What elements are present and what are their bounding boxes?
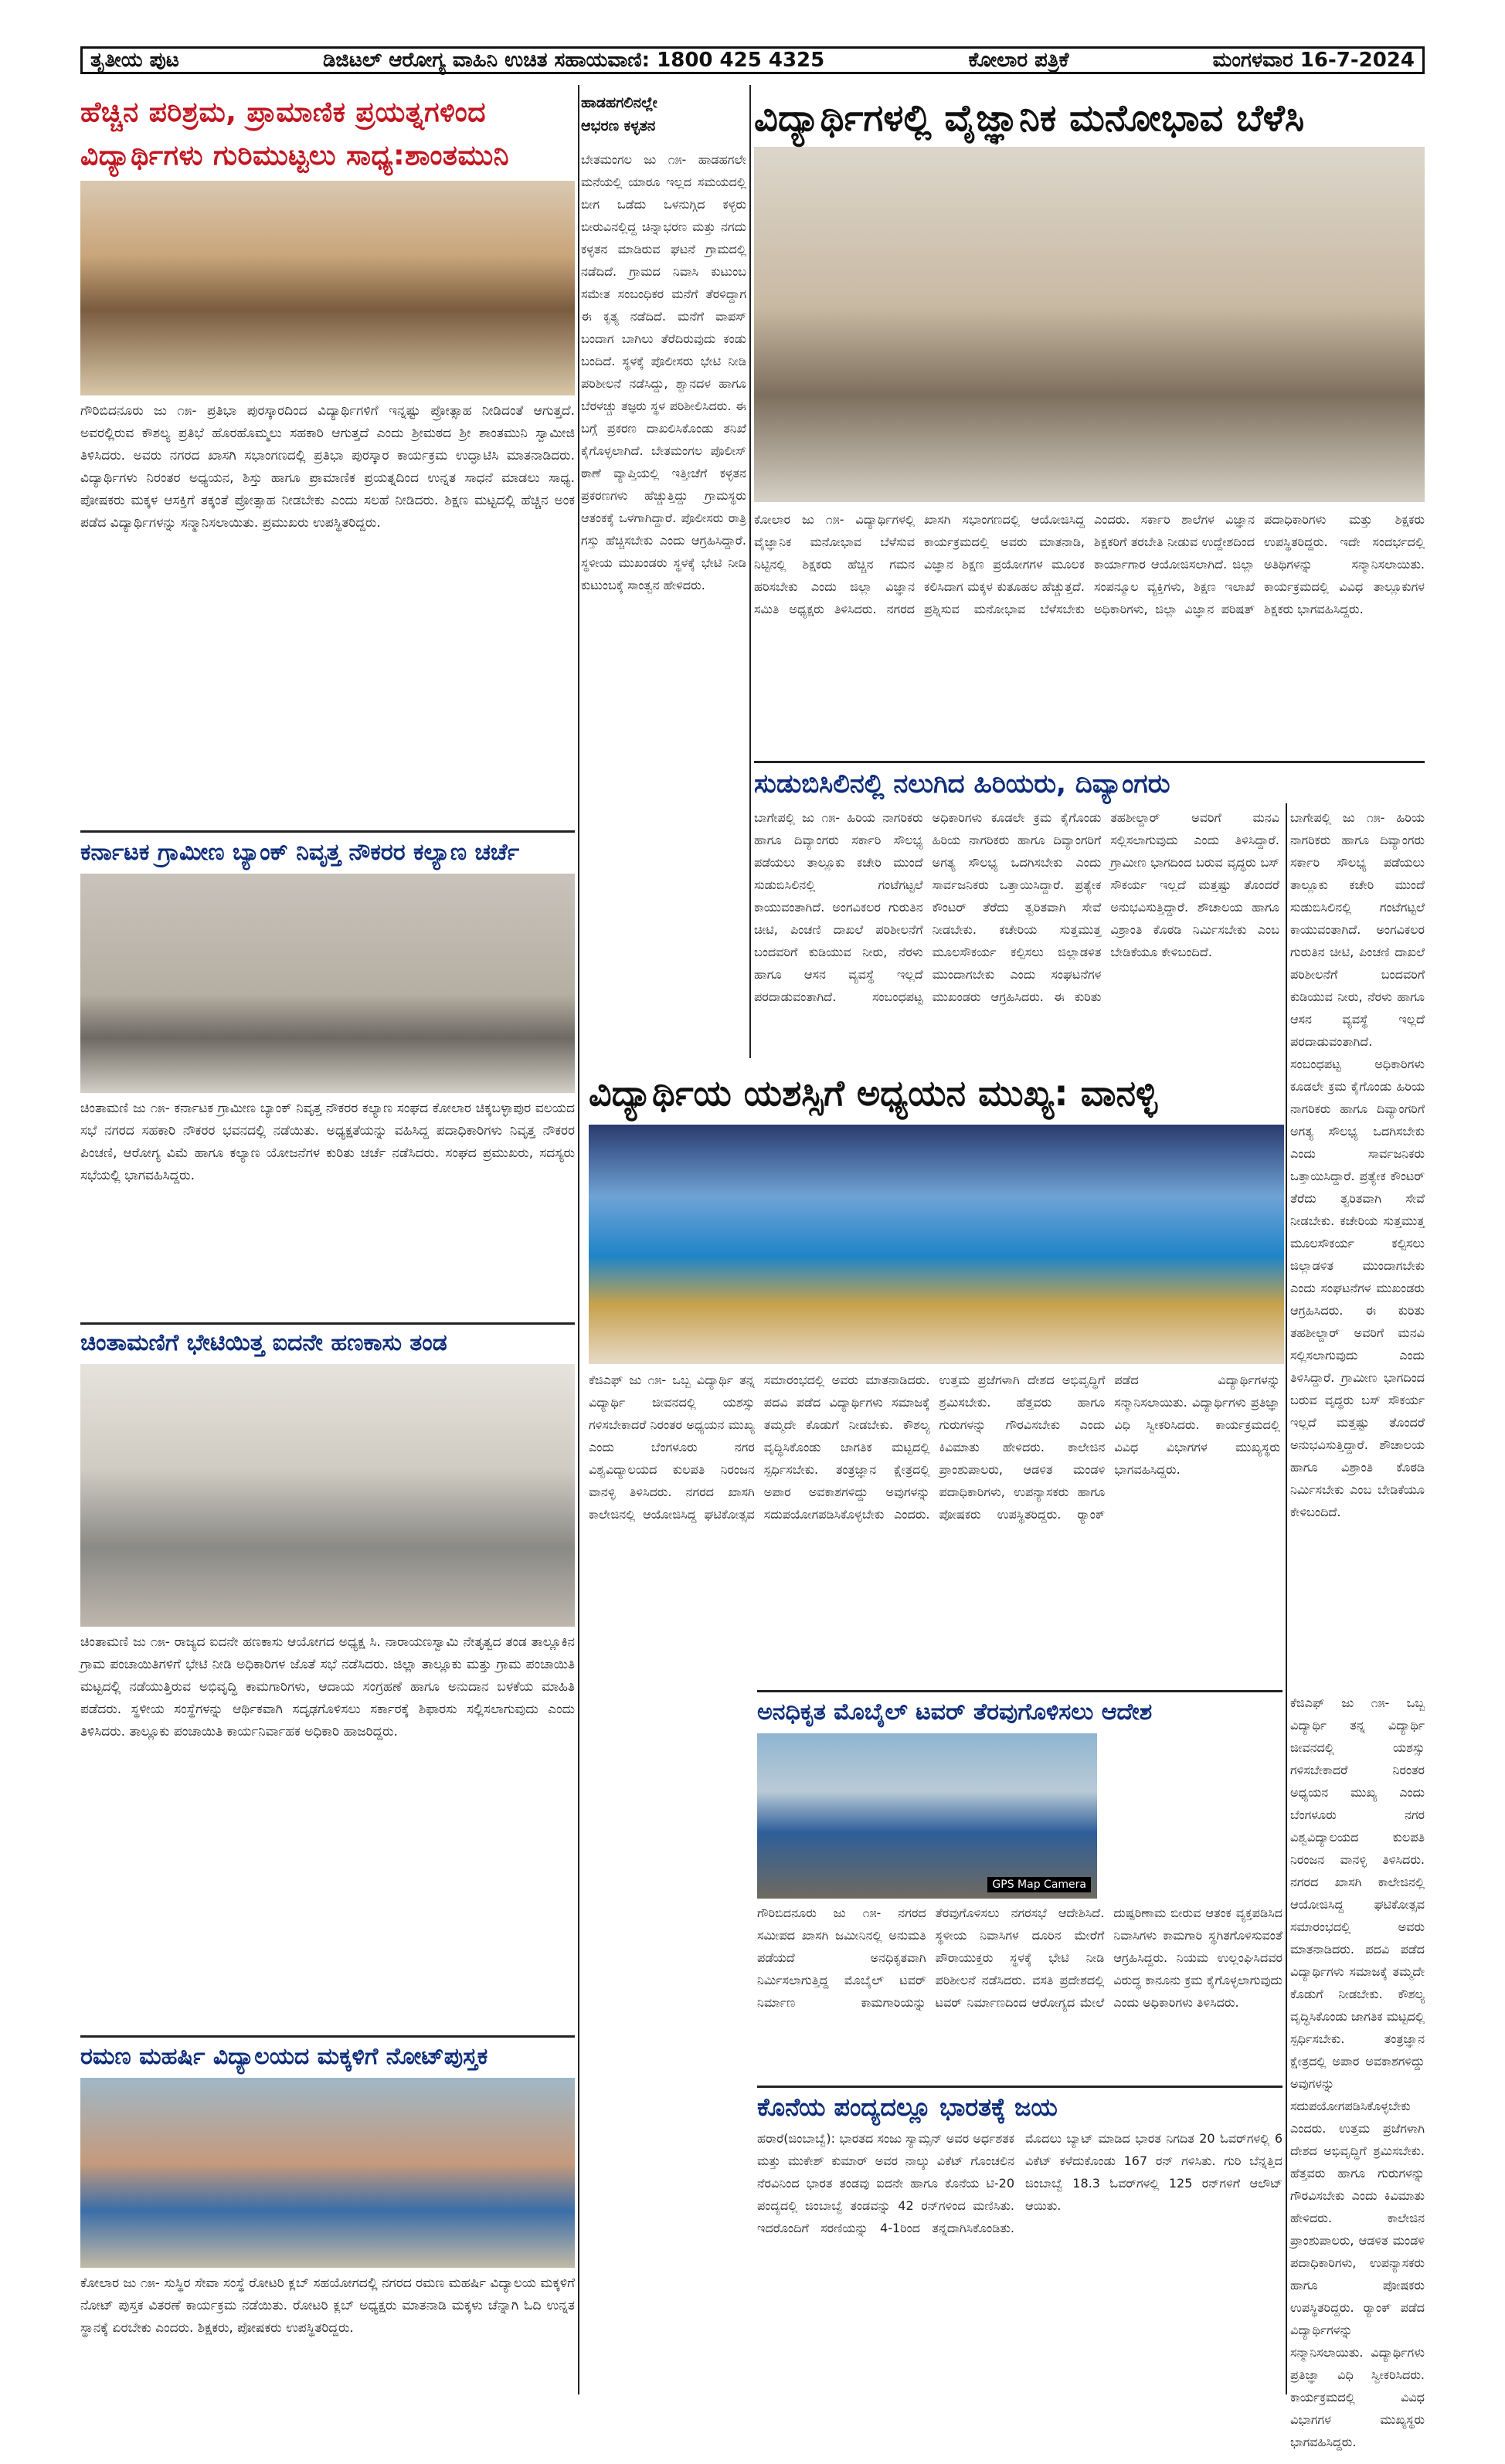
- divider: [757, 2086, 1282, 2088]
- story-body: ಹರಾರೆ(ಜಿಂಬಾಬ್ವೆ): ಭಾರತದ ಸಂಜು ಸ್ಯಾಮ್ಸನ್ ಅವರ ಅರ್ಧಶತಕ ಮತ್ತು ಮುಕೇಶ್ ಕುಮಾರ್ ಅವರ ನಾಲ್ಕು ವಿಕೆಟ್ ಗೊಂಚಲಿನ ನೆರವಿನಿಂದ ಭಾರತ ತಂಡವು ಐದನೇ ಹಾಗೂ ಕೊನೆಯ ಟಿ-20 ಪಂದ್ಯದಲ್ಲಿ ಜಿಂಬಾಬ್ವೆ ತಂಡವನ್ನು 42 ರನ್‌ಗಳಿಂದ ಮಣಿಸಿತು. ಇದರೊಂದಿಗೆ ಸರಣಿಯನ್ನು 4-1ರಿಂದ ತನ್ನದಾಗಿಸಿಕೊಂಡಿತು. ಮೊದಲು ಬ್ಯಾಟ್ ಮಾಡಿದ ಭಾರತ ನಿಗದಿತ 20 ಓವರ್‌ಗಳಲ್ಲಿ 6 ವಿಕೆಟ್ ಕಳೆದುಕೊಂಡು 167 ರನ್ ಗಳಿಸಿತು. ಗುರಿ ಬೆನ್ನತ್ತಿದ ಜಿಂಬಾಬ್ವೆ 18.3 ಓವರ್‌ಗಳಲ್ಲಿ 125 ರನ್‌ಗಳಿಗೆ ಆಲೌಟ್ ಆಯಿತು.: [757, 2131, 1282, 2235]
- divider: [80, 1322, 575, 1325]
- photo-inspection: [80, 1364, 575, 1627]
- story-elderly: [754, 765, 1425, 803]
- helpline-text: ಡಿಜಿಟಲ್ ಆರೋಗ್ಯ ವಾಹಿನಿ ಉಚಿತ ಸಹಾಯವಾಣಿ: 1800 425 4325: [323, 48, 825, 72]
- photo-convocation: [589, 1125, 1284, 1364]
- story-graduation: [589, 1066, 1284, 1364]
- story-headline: ರಮಣ ಮಹರ್ಷಿ ವಿದ್ಯಾಲಯದ ಮಕ್ಕಳಿಗೆ ನೋಟ್‌ಪುಸ್ತಕ: [80, 2043, 488, 2070]
- story-body: ಕೋಲಾರ ಜು ೧೫- ವಿದ್ಯಾರ್ಥಿಗಳಲ್ಲಿ ವೈಜ್ಞಾನಿಕ ಮನೋಭಾವ ಬೆಳೆಸುವ ನಿಟ್ಟಿನಲ್ಲಿ ಶಿಕ್ಷಕರು ಹೆಚ್ಚಿನ ಗಮನ ಹರಿಸಬೇಕು ಎಂದು ಜಿಲ್ಲಾ ವಿಜ್ಞಾನ ಸಮಿತಿ ಅಧ್ಯಕ್ಷರು ತಿಳಿಸಿದರು. ನಗರದ ಖಾಸಗಿ ಸಭಾಂಗಣದಲ್ಲಿ ಆಯೋಜಿಸಿದ್ದ ಕಾರ್ಯಕ್ರಮದಲ್ಲಿ ಅವರು ಮಾತನಾಡಿ, ವಿಜ್ಞಾನ ಶಿಕ್ಷಣ ಪ್ರಯೋಗಗಳ ಮೂಲಕ ಕಲಿಸಿದಾಗ ಮಕ್ಕಳ ಕುತೂಹಲ ಹೆಚ್ಚುತ್ತದೆ. ಪ್ರಶ್ನಿಸುವ ಮನೋಭಾವ ಬೆಳೆಸಬೇಕು ಎಂದರು. ಸರ್ಕಾರಿ ಶಾಲೆಗಳ ವಿಜ್ಞಾನ ಶಿಕ್ಷಕರಿಗೆ ತರಬೇತಿ ನೀಡುವ ಉದ್ದೇಶದಿಂದ ಕಾರ್ಯಾಗಾರ ಆಯೋಜಿಸಲಾಗಿದೆ. ಜಿಲ್ಲಾ ಸಂಪನ್ಮೂಲ ವ್ಯಕ್ತಿಗಳು, ಶಿಕ್ಷಣ ಇಲಾಖೆ ಅಧಿಕಾರಿಗಳು, ಜಿಲ್ಲಾ ವಿಜ್ಞಾನ ಪರಿಷತ್ ಪದಾಧಿಕಾರಿಗಳು ಮತ್ತು ಶಿಕ್ಷಕರು ಉಪಸ್ಥಿತರಿದ್ದರು. ಇದೇ ಸಂದರ್ಭದಲ್ಲಿ ಅತಿಥಿಗಳನ್ನು ಸನ್ಮಾನಿಸಲಾಯಿತು. ಕಾರ್ಯಕ್ರಮದಲ್ಲಿ ವಿವಿಧ ತಾಲ್ಲೂಕುಗಳ ಶಿಕ್ಷಕರು ಭಾಗವಹಿಸಿದ್ದರು.: [754, 512, 1425, 616]
- story-headline: ಚಿಂತಾಮಣಿಗೆ ಭೇಟಿಯಿತ್ತ ಐದನೇ ಹಣಕಾಸು ತಂಡ: [80, 1329, 447, 1356]
- photo-felicitation: [754, 147, 1425, 502]
- story-theft: [581, 91, 746, 1075]
- photo-tower-site: [757, 1733, 1097, 1899]
- story-body: ಚಿಂತಾಮಣಿ ಜು ೧೫- ಕರ್ನಾಟಕ ಗ್ರಾಮೀಣ ಬ್ಯಾಂಕ್ ನಿವೃತ್ತ ನೌಕರರ ಕಲ್ಯಾಣ ಸಂಘದ ಕೋಲಾರ ಚಿಕ್ಕಬಳ್ಳಾಪುರ ವಲಯದ ಸಭೆ ನಗರದ ಸಹಕಾರಿ ನೌಕರರ ಭವನದಲ್ಲಿ ನಡೆಯಿತು. ಅಧ್ಯಕ್ಷತೆಯನ್ನು ವಹಿಸಿದ್ದ ಪದಾಧಿಕಾರಿಗಳು ನಿವೃತ್ತ ನೌಕರರ ಪಿಂಚಣಿ, ಆರೋಗ್ಯ ವಿಮೆ ಹಾಗೂ ಕಲ್ಯಾಣ ಯೋಜನೆಗಳ ಕುರಿತು ಚರ್ಚೆ ನಡೆಸಿದರು. ಸಂಘದ ಪ್ರಮುಖರು, ಸದಸ್ಯರು ಸಭೆಯಲ್ಲಿ ಭಾಗವಹಿಸಿದ್ದರು.: [80, 1101, 575, 1183]
- story-mobile-tower: [757, 1696, 1282, 1899]
- story-headline: ವಿದ್ಯಾರ್ಥಿಯ ಯಶಸ್ಸಿಗೆ ಅಧ್ಯಯನ ಮುಖ್ಯ: ವಾನಳ್ಳಿ: [589, 1072, 1158, 1114]
- divider: [80, 2035, 575, 2038]
- story-body: ಕೆಜಿಎಫ್ ಜು ೧೫- ಒಬ್ಬ ವಿದ್ಯಾರ್ಥಿ ತನ್ನ ವಿದ್ಯಾರ್ಥಿ ಜೀವನದಲ್ಲಿ ಯಶಸ್ಸು ಗಳಿಸಬೇಕಾದರೆ ನಿರಂತರ ಅಧ್ಯಯನ ಮುಖ್ಯ ಎಂದು ಬೆಂಗಳೂರು ನಗರ ವಿಶ್ವವಿದ್ಯಾಲಯದ ಕುಲಪತಿ ನಿರಂಜನ ವಾನಳ್ಳಿ ತಿಳಿಸಿದರು. ನಗರದ ಖಾಸಗಿ ಕಾಲೇಜಿನಲ್ಲಿ ಆಯೋಜಿಸಿದ್ದ ಘಟಿಕೋತ್ಸವ ಸಮಾರಂಭದಲ್ಲಿ ಅವರು ಮಾತನಾಡಿದರು. ಪದವಿ ಪಡೆದ ವಿದ್ಯಾರ್ಥಿಗಳು ಸಮಾಜಕ್ಕೆ ತಮ್ಮದೇ ಕೊಡುಗೆ ನೀಡಬೇಕು. ಕೌಶಲ್ಯ ವೃದ್ಧಿಸಿಕೊಂಡು ಜಾಗತಿಕ ಮಟ್ಟದಲ್ಲಿ ಸ್ಪರ್ಧಿಸಬೇಕು. ತಂತ್ರಜ್ಞಾನ ಕ್ಷೇತ್ರದಲ್ಲಿ ಅಪಾರ ಅವಕಾಶಗಳಿದ್ದು ಅವುಗಳನ್ನು ಸದುಪಯೋಗಪಡಿಸಿಕೊಳ್ಳಬೇಕು ಎಂದರು. ಉತ್ತಮ ಪ್ರಜೆಗಳಾಗಿ ದೇಶದ ಅಭಿವೃದ್ಧಿಗೆ ಶ್ರಮಿಸಬೇಕು. ಹೆತ್ತವರು ಹಾಗೂ ಗುರುಗಳನ್ನು ಗೌರವಿಸಬೇಕು ಎಂದು ಕಿವಿಮಾತು ಹೇಳಿದರು. ಕಾಲೇಜಿನ ಪ್ರಾಂಶುಪಾಲರು, ಆಡಳಿತ ಮಂಡಳಿ ಪದಾಧಿಕಾರಿಗಳು, ಉಪನ್ಯಾಸಕರು ಹಾಗೂ ಪೋಷಕರು ಉಪಸ್ಥಿತರಿದ್ದರು. ರ್‍ಯಾಂಕ್ ಪಡೆದ ವಿದ್ಯಾರ್ಥಿಗಳನ್ನು ಸನ್ಮಾನಿಸಲಾಯಿತು. ವಿದ್ಯಾರ್ಥಿಗಳು ಪ್ರತಿಜ್ಞಾ ವಿಧಿ ಸ್ವೀಕರಿಸಿದರು. ಕಾರ್ಯಕ್ರಮದಲ್ಲಿ ವಿವಿಧ ವಿಭಾಗಗಳ ಮುಖ್ಯಸ್ಥರು ಭಾಗವಹಿಸಿದ್ದರು.: [589, 1373, 1280, 1522]
- story-body: ಬೇತಮಂಗಲ ಜು ೧೫- ಹಾಡಹಗಲೇ ಮನೆಯಲ್ಲಿ ಯಾರೂ ಇಲ್ಲದ ಸಮಯದಲ್ಲಿ ಬೀಗ ಒಡೆದು ಒಳನುಗ್ಗಿದ ಕಳ್ಳರು ಬೀರುವಿನಲ್ಲಿದ್ದ ಚಿನ್ನಾಭರಣ ಮತ್ತು ನಗದು ಕಳ್ಳತನ ಮಾಡಿರುವ ಘಟನೆ ಗ್ರಾಮದಲ್ಲಿ ನಡೆದಿದೆ. ಗ್ರಾಮದ ನಿವಾಸಿ ಕುಟುಂಬ ಸಮೇತ ಸಂಬಂಧಿಕರ ಮನೆಗೆ ತೆರಳಿದ್ದಾಗ ಈ ಕೃತ್ಯ ನಡೆದಿದೆ. ಮನೆಗೆ ವಾಪಸ್ ಬಂದಾಗ ಬಾಗಿಲು ತೆರೆದಿರುವುದು ಕಂಡು ಬಂದಿದೆ. ಸ್ಥಳಕ್ಕೆ ಪೊಲೀಸರು ಭೇಟಿ ನೀಡಿ ಪರಿಶೀಲನೆ ನಡೆಸಿದ್ದು, ಶ್ವಾನದಳ ಹಾಗೂ ಬೆರಳಚ್ಚು ತಜ್ಞರು ಸ್ಥಳ ಪರಿಶೀಲಿಸಿದರು. ಈ ಬಗ್ಗೆ ಪ್ರಕರಣ ದಾಖಲಿಸಿಕೊಂಡು ತನಿಖೆ ಕೈಗೊಳ್ಳಲಾಗಿದೆ. ಬೇತಮಂಗಲ ಪೊಲೀಸ್ ಠಾಣೆ ವ್ಯಾಪ್ತಿಯಲ್ಲಿ ಇತ್ತೀಚೆಗೆ ಕಳ್ಳತನ ಪ್ರಕರಣಗಳು ಹೆಚ್ಚುತ್ತಿದ್ದು ಗ್ರಾಮಸ್ಥರು ಆತಂಕಕ್ಕೆ ಒಳಗಾಗಿದ್ದಾರೆ. ಪೊಲೀಸರು ರಾತ್ರಿ ಗಸ್ತು ಹೆಚ್ಚಿಸಬೇಕು ಎಂದು ಆಗ್ರಹಿಸಿದ್ದಾರೆ. ಸ್ಥಳೀಯ ಮುಖಂಡರು ಸ್ಥಳಕ್ಕೆ ಭೇಟಿ ನೀಡಿ ಕುಟುಂಬಕ್ಕೆ ಸಾಂತ್ವನ ಹೇಳಿದರು.: [581, 152, 746, 592]
- story-headline: ಹೆಚ್ಚಿನ ಪರಿಶ್ರಮ, ಪ್ರಾಮಾಣಿಕ ಪ್ರಯತ್ನಗಳಿಂದ: [80, 97, 486, 128]
- story-body-continued: ಕೆಜಿಎಫ್ ಜು ೧೫- ಒಬ್ಬ ವಿದ್ಯಾರ್ಥಿ ತನ್ನ ವಿದ್ಯಾರ್ಥಿ ಜೀವನದಲ್ಲಿ ಯಶಸ್ಸು ಗಳಿಸಬೇಕಾದರೆ ನಿರಂತರ ಅಧ್ಯಯನ ಮುಖ್ಯ ಎಂದು ಬೆಂಗಳೂರು ನಗರ ವಿಶ್ವವಿದ್ಯಾಲಯದ ಕುಲಪತಿ ನಿರಂಜನ ವಾನಳ್ಳಿ ತಿಳಿಸಿದರು. ನಗರದ ಖಾಸಗಿ ಕಾಲೇಜಿನಲ್ಲಿ ಆಯೋಜಿಸಿದ್ದ ಘಟಿಕೋತ್ಸವ ಸಮಾರಂಭದಲ್ಲಿ ಅವರು ಮಾತನಾಡಿದರು. ಪದವಿ ಪಡೆದ ವಿದ್ಯಾರ್ಥಿಗಳು ಸಮಾಜಕ್ಕೆ ತಮ್ಮದೇ ಕೊಡುಗೆ ನೀಡಬೇಕು. ಕೌಶಲ್ಯ ವೃದ್ಧಿಸಿಕೊಂಡು ಜಾಗತಿಕ ಮಟ್ಟದಲ್ಲಿ ಸ್ಪರ್ಧಿಸಬೇಕು. ತಂತ್ರಜ್ಞಾನ ಕ್ಷೇತ್ರದಲ್ಲಿ ಅಪಾರ ಅವಕಾಶಗಳಿದ್ದು ಅವುಗಳನ್ನು ಸದುಪಯೋಗಪಡಿಸಿಕೊಳ್ಳಬೇಕು ಎಂದರು. ಉತ್ತಮ ಪ್ರಜೆಗಳಾಗಿ ದೇಶದ ಅಭಿವೃದ್ಧಿಗೆ ಶ್ರಮಿಸಬೇಕು. ಹೆತ್ತವರು ಹಾಗೂ ಗುರುಗಳನ್ನು ಗೌರವಿಸಬೇಕು ಎಂದು ಕಿವಿಮಾತು ಹೇಳಿದರು. ಕಾಲೇಜಿನ ಪ್ರಾಂಶುಪಾಲರು, ಆಡಳಿತ ಮಂಡಳಿ ಪದಾಧಿಕಾರಿಗಳು, ಉಪನ್ಯಾಸಕರು ಹಾಗೂ ಪೋಷಕರು ಉಪಸ್ಥಿತರಿದ್ದರು. ರ್‍ಯಾಂಕ್ ಪಡೆದ ವಿದ್ಯಾರ್ಥಿಗಳನ್ನು ಸನ್ಮಾನಿಸಲಾಯಿತು. ವಿದ್ಯಾರ್ಥಿಗಳು ಪ್ರತಿಜ್ಞಾ ವಿಧಿ ಸ್ವೀಕರಿಸಿದರು. ಕಾರ್ಯಕ್ರಮದಲ್ಲಿ ವಿವಿಧ ವಿಭಾಗಗಳ ಮುಖ್ಯಸ್ಥರು ಭಾಗವಹಿಸಿದ್ದರು.: [1290, 1695, 1425, 2449]
- story-body: ಚಿಂತಾಮಣಿ ಜು ೧೫- ರಾಜ್ಯದ ಐದನೇ ಹಣಕಾಸು ಆಯೋಗದ ಅಧ್ಯಕ್ಷ ಸಿ. ನಾರಾಯಣಸ್ವಾಮಿ ನೇತೃತ್ವದ ತಂಡ ತಾಲ್ಲೂಕಿನ ಗ್ರಾಮ ಪಂಚಾಯಿತಿಗಳಿಗೆ ಭೇಟಿ ನೀಡಿ ಅಧಿಕಾರಿಗಳ ಜೊತೆ ಸಭೆ ನಡೆಸಿದರು. ಜಿಲ್ಲಾ ತಾಲ್ಲೂಕು ಮತ್ತು ಗ್ರಾಮ ಪಂಚಾಯಿತಿ ಮಟ್ಟದಲ್ಲಿ ನಡೆಯುತ್ತಿರುವ ಅಭಿವೃದ್ಧಿ ಕಾಮಗಾರಿಗಳು, ಆದಾಯ ಸಂಗ್ರಹಣೆ ಹಾಗೂ ಅನುದಾನ ಬಳಕೆಯ ಮಾಹಿತಿ ಪಡೆದರು. ಸ್ಥಳೀಯ ಸಂಸ್ಥೆಗಳನ್ನು ಆರ್ಥಿಕವಾಗಿ ಸದೃಢಗೊಳಿಸಲು ಸರ್ಕಾರಕ್ಕೆ ಶಿಫಾರಸು ಸಲ್ಲಿಸಲಾಗುವುದು ಎಂದು ತಿಳಿಸಿದರು. ತಾಲ್ಲೂಕು ಪಂಚಾಯಿತಿ ಕಾರ್ಯನಿರ್ವಾಹಕ ಅಧಿಕಾರಿ ಹಾಜರಿದ್ದರು.: [80, 1634, 575, 1739]
- story-body: ಗೌರಿಬಿದನೂರು ಜು ೧೫- ಪ್ರತಿಭಾ ಪುರಸ್ಕಾರದಿಂದ ವಿದ್ಯಾರ್ಥಿಗಳಿಗೆ ಇನ್ನಷ್ಟು ಪ್ರೋತ್ಸಾಹ ನೀಡಿದಂತೆ ಆಗುತ್ತದೆ. ಅವರಲ್ಲಿರುವ ಕೌಶಲ್ಯ ಪ್ರತಿಭೆ ಹೊರಹೊಮ್ಮಲು ಸಹಕಾರಿ ಆಗುತ್ತದೆ ಎಂದು ಶ್ರೀಮಠದ ಶ್ರೀ ಶಾಂತಮುನಿ ಸ್ವಾಮೀಜಿ ತಿಳಿಸಿದರು. ಅವರು ನಗರದ ಖಾಸಗಿ ಸಭಾಂಗಣದಲ್ಲಿ ಪ್ರತಿಭಾ ಪುರಸ್ಕಾರ ಕಾರ್ಯಕ್ರಮ ಉದ್ಘಾಟಿಸಿ ಮಾತನಾಡಿದರು. ವಿದ್ಯಾರ್ಥಿಗಳು ನಿರಂತರ ಅಧ್ಯಯನ, ಶಿಸ್ತು ಹಾಗೂ ಪ್ರಾಮಾಣಿಕ ಪ್ರಯತ್ನದಿಂದ ಉನ್ನತ ಸಾಧನೆ ಮಾಡಲು ಸಾಧ್ಯ. ಪೋಷಕರು ಮಕ್ಕಳ ಆಸಕ್ತಿಗೆ ತಕ್ಕಂತೆ ಪ್ರೋತ್ಸಾಹ ನೀಡಬೇಕು ಎಂದು ಸಲಹೆ ನೀಡಿದರು. ಶಿಕ್ಷಣ ಮಟ್ಟದಲ್ಲಿ ಹೆಚ್ಚಿನ ಅಂಕ ಪಡೆದ ವಿದ್ಯಾರ್ಥಿಗಳನ್ನು ಸನ್ಮಾನಿಸಲಾಯಿತು. ಪ್ರಮುಖರು ಉಪಸ್ಥಿತರಿದ್ದರು.: [80, 403, 575, 531]
- photo-award-ceremony: [80, 181, 575, 395]
- story-body-continued: ಬಾಗೇಪಲ್ಲಿ ಜು ೧೫- ಹಿರಿಯ ನಾಗರಿಕರು ಹಾಗೂ ದಿವ್ಯಾಂಗರು ಸರ್ಕಾರಿ ಸೌಲಭ್ಯ ಪಡೆಯಲು ತಾಲ್ಲೂಕು ಕಚೇರಿ ಮುಂದೆ ಸುಡುಬಿಸಿಲಿನಲ್ಲಿ ಗಂಟೆಗಟ್ಟಲೆ ಕಾಯುವಂತಾಗಿದೆ. ಅಂಗವಿಕಲರ ಗುರುತಿನ ಚೀಟಿ, ಪಿಂಚಣಿ ದಾಖಲೆ ಪರಿಶೀಲನೆಗೆ ಬಂದವರಿಗೆ ಕುಡಿಯುವ ನೀರು, ನೆರಳು ಹಾಗೂ ಆಸನ ವ್ಯವಸ್ಥೆ ಇಲ್ಲದೆ ಪರದಾಡುವಂತಾಗಿದೆ. ಸಂಬಂಧಪಟ್ಟ ಅಧಿಕಾರಿಗಳು ಕೂಡಲೇ ಕ್ರಮ ಕೈಗೊಂಡು ಹಿರಿಯ ನಾಗರಿಕರು ಹಾಗೂ ದಿವ್ಯಾಂಗರಿಗೆ ಅಗತ್ಯ ಸೌಲಭ್ಯ ಒದಗಿಸಬೇಕು ಎಂದು ಸಾರ್ವಜನಿಕರು ಒತ್ತಾಯಿಸಿದ್ದಾರೆ. ಪ್ರತ್ಯೇಕ ಕೌಂಟರ್ ತೆರೆದು ತ್ವರಿತವಾಗಿ ಸೇವೆ ನೀಡಬೇಕು. ಕಚೇರಿಯ ಸುತ್ತಮುತ್ತ ಮೂಲಸೌಕರ್ಯ ಕಲ್ಪಿಸಲು ಜಿಲ್ಲಾಡಳಿತ ಮುಂದಾಗಬೇಕು ಎಂದು ಸಂಘಟನೆಗಳ ಮುಖಂಡರು ಆಗ್ರಹಿಸಿದರು. ಈ ಕುರಿತು ತಹಶೀಲ್ದಾರ್ ಅವರಿಗೆ ಮನವಿ ಸಲ್ಲಿಸಲಾಗುವುದು ಎಂದು ತಿಳಿಸಿದ್ದಾರೆ. ಗ್ರಾಮೀಣ ಭಾಗದಿಂದ ಬರುವ ವೃದ್ಧರು ಬಸ್ ಸೌಕರ್ಯ ಇಲ್ಲದೆ ಮತ್ತಷ್ಟು ತೊಂದರೆ ಅನುಭವಿಸುತ್ತಿದ್ದಾರೆ. ಶೌಚಾಲಯ ಹಾಗೂ ವಿಶ್ರಾಂತಿ ಕೊಠಡಿ ನಿರ್ಮಿಸಬೇಕು ಎಂಬ ಬೇಡಿಕೆಯೂ ಕೇಳಿಬಂದಿದೆ.: [1290, 810, 1425, 1519]
- story-headline: ವಿದ್ಯಾರ್ಥಿಗಳು ಗುರಿಮುಟ್ಟಲು ಸಾಧ್ಯ:ಶಾಂತಮುನಿ: [80, 140, 510, 171]
- story-headline: ಕರ್ನಾಟಕ ಗ್ರಾಮೀಣ ಬ್ಯಾಂಕ್ ನಿವೃತ್ತ ನೌಕರರ ಕಲ್ಯಾಣ ಚರ್ಚೆ: [80, 839, 520, 866]
- story-headline: ಅನಧಿಕೃತ ಮೊಬೈಲ್ ಟವರ್ ತೆರವುಗೊಳಿಸಲು ಆದೇಶ: [757, 1699, 1153, 1726]
- photo-meeting: [80, 874, 575, 1093]
- masthead-bar: [80, 46, 1425, 74]
- story-body: ಕೋಲಾರ ಜು ೧೫- ಸುಸ್ಥಿರ ಸೇವಾ ಸಂಸ್ಥೆ ರೋಟರಿ ಕ್ಲಬ್ ಸಹಯೋಗದಲ್ಲಿ ನಗರದ ರಮಣ ಮಹರ್ಷಿ ವಿದ್ಯಾಲಯ ಮಕ್ಕಳಿಗೆ ನೋಟ್ ಪುಸ್ತಕ ವಿತರಣೆ ಕಾರ್ಯಕ್ರಮ ನಡೆಯಿತು. ರೋಟರಿ ಕ್ಲಬ್ ಅಧ್ಯಕ್ಷರು ಮಾತನಾಡಿ ಮಕ್ಕಳು ಚೆನ್ನಾಗಿ ಓದಿ ಉನ್ನತ ಸ್ಥಾನಕ್ಕೆ ಏರಬೇಕು ಎಂದರು. ಶಿಕ್ಷಕರು, ಪೋಷಕರು ಉಪಸ್ಥಿತರಿದ್ದರು.: [80, 2276, 575, 2336]
- gps-camera-tag: GPS Map Camera: [987, 1877, 1091, 1892]
- story-cricket: [757, 2090, 1282, 2436]
- column-rule: [578, 85, 579, 2394]
- column-rule: [1286, 803, 1287, 2394]
- story-headline: ಕೊನೆಯ ಪಂದ್ಯದಲ್ಲೂ ಭಾರತಕ್ಕೆ ಜಯ: [757, 2092, 1058, 2122]
- story-headline: ಸುಡುಬಿಸಿಲಿನಲ್ಲಿ ನಲುಗಿದ ಹಿರಿಯರು, ದಿವ್ಯಾಂಗರು: [754, 769, 1170, 799]
- story-bank-retirees: [80, 837, 575, 1348]
- story-body: ಬಾಗೇಪಲ್ಲಿ ಜು ೧೫- ಹಿರಿಯ ನಾಗರಿಕರು ಹಾಗೂ ದಿವ್ಯಾಂಗರು ಸರ್ಕಾರಿ ಸೌಲಭ್ಯ ಪಡೆಯಲು ತಾಲ್ಲೂಕು ಕಚೇರಿ ಮುಂದೆ ಸುಡುಬಿಸಿಲಿನಲ್ಲಿ ಗಂಟೆಗಟ್ಟಲೆ ಕಾಯುವಂತಾಗಿದೆ. ಅಂಗವಿಕಲರ ಗುರುತಿನ ಚೀಟಿ, ಪಿಂಚಣಿ ದಾಖಲೆ ಪರಿಶೀಲನೆಗೆ ಬಂದವರಿಗೆ ಕುಡಿಯುವ ನೀರು, ನೆರಳು ಹಾಗೂ ಆಸನ ವ್ಯವಸ್ಥೆ ಇಲ್ಲದೆ ಪರದಾಡುವಂತಾಗಿದೆ. ಸಂಬಂಧಪಟ್ಟ ಅಧಿಕಾರಿಗಳು ಕೂಡಲೇ ಕ್ರಮ ಕೈಗೊಂಡು ಹಿರಿಯ ನಾಗರಿಕರು ಹಾಗೂ ದಿವ್ಯಾಂಗರಿಗೆ ಅಗತ್ಯ ಸೌಲಭ್ಯ ಒದಗಿಸಬೇಕು ಎಂದು ಸಾರ್ವಜನಿಕರು ಒತ್ತಾಯಿಸಿದ್ದಾರೆ. ಪ್ರತ್ಯೇಕ ಕೌಂಟರ್ ತೆರೆದು ತ್ವರಿತವಾಗಿ ಸೇವೆ ನೀಡಬೇಕು. ಕಚೇರಿಯ ಸುತ್ತಮುತ್ತ ಮೂಲಸೌಕರ್ಯ ಕಲ್ಪಿಸಲು ಜಿಲ್ಲಾಡಳಿತ ಮುಂದಾಗಬೇಕು ಎಂದು ಸಂಘಟನೆಗಳ ಮುಖಂಡರು ಆಗ್ರಹಿಸಿದರು. ಈ ಕುರಿತು ತಹಶೀಲ್ದಾರ್ ಅವರಿಗೆ ಮನವಿ ಸಲ್ಲಿಸಲಾಗುವುದು ಎಂದು ತಿಳಿಸಿದ್ದಾರೆ. ಗ್ರಾಮೀಣ ಭಾಗದಿಂದ ಬರುವ ವೃದ್ಧರು ಬಸ್ ಸೌಕರ್ಯ ಇಲ್ಲದೆ ಮತ್ತಷ್ಟು ತೊಂದರೆ ಅನುಭವಿಸುತ್ತಿದ್ದಾರೆ. ಶೌಚಾಲಯ ಹಾಗೂ ವಿಶ್ರಾಂತಿ ಕೊಠಡಿ ನಿರ್ಮಿಸಬೇಕು ಎಂಬ ಬೇಡಿಕೆಯೂ ಕೇಳಿಬಂದಿದೆ.: [754, 810, 1279, 1004]
- story-kicker: ಆಭರಣ ಕಳ್ಳತನ: [581, 117, 656, 134]
- story-kicker: ಹಾಡಹಗಲಿನಲ್ಲೇ: [581, 94, 657, 111]
- issue-date: ಮಂಗಳವಾರ 16-7-2024: [1212, 48, 1415, 72]
- divider: [757, 1690, 1282, 1692]
- photo-children-notebooks: [80, 2078, 575, 2268]
- divider: [754, 761, 1425, 763]
- story-scholarship: [80, 91, 575, 902]
- story-body: ಗೌರಿಬಿದನೂರು ಜು ೧೫- ನಗರದ ಸಮೀಪದ ಖಾಸಗಿ ಜಮೀನಿನಲ್ಲಿ ಅನುಮತಿ ಪಡೆಯದೆ ಅನಧಿಕೃತವಾಗಿ ನಿರ್ಮಿಸಲಾಗುತ್ತಿದ್ದ ಮೊಬೈಲ್ ಟವರ್ ನಿರ್ಮಾಣ ಕಾಮಗಾರಿಯನ್ನು ತೆರವುಗೊಳಿಸಲು ನಗರಸಭೆ ಆದೇಶಿಸಿದೆ. ಸ್ಥಳೀಯ ನಿವಾಸಿಗಳ ದೂರಿನ ಮೇರೆಗೆ ಪೌರಾಯುಕ್ತರು ಸ್ಥಳಕ್ಕೆ ಭೇಟಿ ನೀಡಿ ಪರಿಶೀಲನೆ ನಡೆಸಿದರು. ವಸತಿ ಪ್ರದೇಶದಲ್ಲಿ ಟವರ್ ನಿರ್ಮಾಣದಿಂದ ಆರೋಗ್ಯದ ಮೇಲೆ ದುಷ್ಪರಿಣಾಮ ಬೀರುವ ಆತಂಕ ವ್ಯಕ್ತಪಡಿಸಿದ ನಿವಾಸಿಗಳು ಕಾಮಗಾರಿ ಸ್ಥಗಿತಗೊಳಿಸುವಂತೆ ಆಗ್ರಹಿಸಿದ್ದರು. ನಿಯಮ ಉಲ್ಲಂಘಿಸಿದವರ ವಿರುದ್ಧ ಕಾನೂನು ಕ್ರಮ ಕೈಗೊಳ್ಳಲಾಗುವುದು ಎಂದು ಅಧಿಕಾರಿಗಳು ತಿಳಿಸಿದರು.: [757, 1906, 1282, 2010]
- divider: [80, 830, 575, 833]
- page-label: ತೃತೀಯ ಪುಟ: [90, 48, 179, 72]
- story-science: [754, 91, 1425, 809]
- story-notebooks: [80, 2041, 575, 2424]
- story-headline: ವಿದ್ಯಾರ್ಥಿಗಳಲ್ಲಿ ವೈಜ್ಞಾನಿಕ ಮನೋಭಾವ ಬೆಳೆಸಿ: [754, 97, 1305, 140]
- story-finance-team: [80, 1327, 575, 2010]
- newspaper-name: ಕೋಲಾರ ಪತ್ರಿಕೆ: [968, 48, 1069, 72]
- column-rule: [749, 85, 751, 1058]
